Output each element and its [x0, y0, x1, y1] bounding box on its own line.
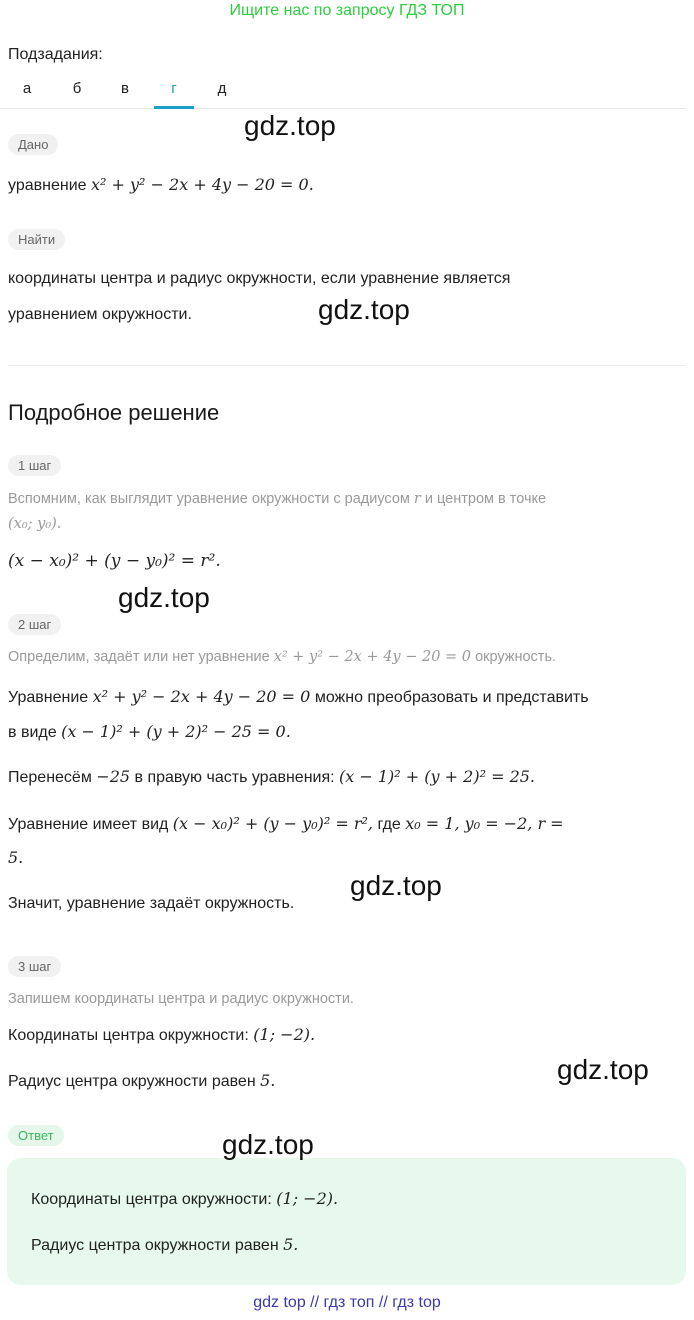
step2-paragraph-3-end: 5.	[8, 848, 24, 867]
watermark: gdz.top	[350, 870, 442, 901]
find-line-1: координаты центра и радиус окружности, если уравнение является	[8, 270, 511, 287]
step2-paragraph-3: Уравнение имеет вид (x − x₀)² + (y − y₀)² = r², где x₀ = 1, y₀ = −2, r =	[8, 814, 564, 833]
tab-a[interactable]: а	[22, 80, 32, 97]
given-text	[8, 172, 314, 199]
given-equation: x² + y² − 2x + 4y − 20 = 0.	[90, 175, 314, 194]
step3-radius-value: 5.	[260, 1071, 276, 1090]
footer	[0, 1294, 694, 1312]
step2-paragraph-1: Уравнение x² + y² − 2x + 4y − 20 = 0 можно преобразовать и представить	[8, 687, 589, 706]
answer-badge: Ответ	[8, 1125, 64, 1146]
section-divider	[8, 365, 686, 366]
footer-link-3[interactable]: гдз top	[392, 1294, 441, 1311]
step3-hint: Запишем координаты центра и радиус окружности.	[8, 991, 354, 1007]
watermark: gdz.top	[318, 294, 410, 325]
watermark: gdz.top	[118, 582, 210, 613]
watermark: gdz.top	[222, 1129, 314, 1160]
step2-moved-number: −25	[96, 767, 131, 786]
subtask-tabs	[0, 74, 686, 109]
step2-paragraph-1b: в виде (x − 1)² + (y + 2)² − 25 = 0.	[8, 722, 291, 741]
answer-radius: Радиус центра окружности равен 5.	[31, 1235, 299, 1254]
step3-center-value: (1; −2).	[253, 1025, 316, 1044]
step2-values: x₀ = 1, y₀ = −2, r =	[405, 814, 564, 833]
step1-badge: 1 шаг	[8, 455, 61, 476]
search-banner: Ищите нас по запросу ГДЗ ТОП	[229, 2, 465, 19]
footer-separator: //	[378, 1294, 388, 1311]
watermark: gdz.top	[557, 1054, 649, 1085]
given-badge: Дано	[8, 134, 58, 155]
step3-center: Координаты центра окружности: (1; −2).	[8, 1025, 316, 1044]
answer-center: Координаты центра окружности: (1; −2).	[31, 1189, 339, 1208]
step1-center-point: (x₀; y₀).	[8, 516, 62, 532]
tab-g[interactable]: г	[154, 74, 194, 109]
step1-hint: Вспомним, как выглядит уравнение окружности с радиусом r и центром в точке	[8, 491, 547, 507]
find-badge: Найти	[8, 229, 65, 250]
step2-transformed-equation: (x − 1)² + (y + 2)² − 25 = 0.	[61, 722, 291, 741]
step3-badge: 3 шаг	[8, 956, 61, 977]
footer-separator: //	[310, 1294, 320, 1311]
radius-symbol: r	[413, 491, 421, 507]
step2-conclusion: Значит, уравнение задаёт окружность.	[8, 895, 295, 912]
given-label: уравнение	[8, 177, 87, 194]
tab-d[interactable]: д	[217, 80, 227, 97]
tab-v[interactable]: в	[121, 80, 129, 97]
step2-result-equation: (x − 1)² + (y + 2)² = 25.	[339, 767, 536, 786]
tab-b[interactable]: б	[72, 80, 82, 97]
step2-general-form: (x − x₀)² + (y − y₀)² = r²,	[172, 814, 374, 833]
step2-equation: x² + y² − 2x + 4y − 20 = 0	[92, 687, 311, 706]
answer-box	[7, 1158, 686, 1285]
step3-radius: Радиус центра окружности равен 5.	[8, 1071, 276, 1090]
step1-formula: (x − x₀)² + (y − y₀)² = r².	[8, 551, 221, 571]
footer-link-1[interactable]: gdz top	[253, 1294, 306, 1311]
answer-radius-value: 5.	[283, 1235, 299, 1254]
find-line-2: уравнением окружности.	[8, 306, 192, 323]
footer-link-2[interactable]: гдз топ	[323, 1294, 375, 1311]
answer-center-value: (1; −2).	[276, 1189, 339, 1208]
subtasks-label: Подзадания:	[8, 46, 103, 63]
solution-title: Подробное решение	[8, 400, 220, 425]
step2-paragraph-2: Перенесём −25 в правую часть уравнения: (x − 1)² + (y + 2)² = 25.	[8, 767, 536, 786]
step2-hint-equation: x² + y² − 2x + 4y − 20 = 0	[273, 649, 472, 665]
step2-badge: 2 шаг	[8, 614, 61, 635]
watermark: gdz.top	[244, 110, 336, 141]
step2-hint: Определим, задаёт или нет уравнение x² + y² − 2x + 4y − 20 = 0 окружность.	[8, 649, 557, 665]
